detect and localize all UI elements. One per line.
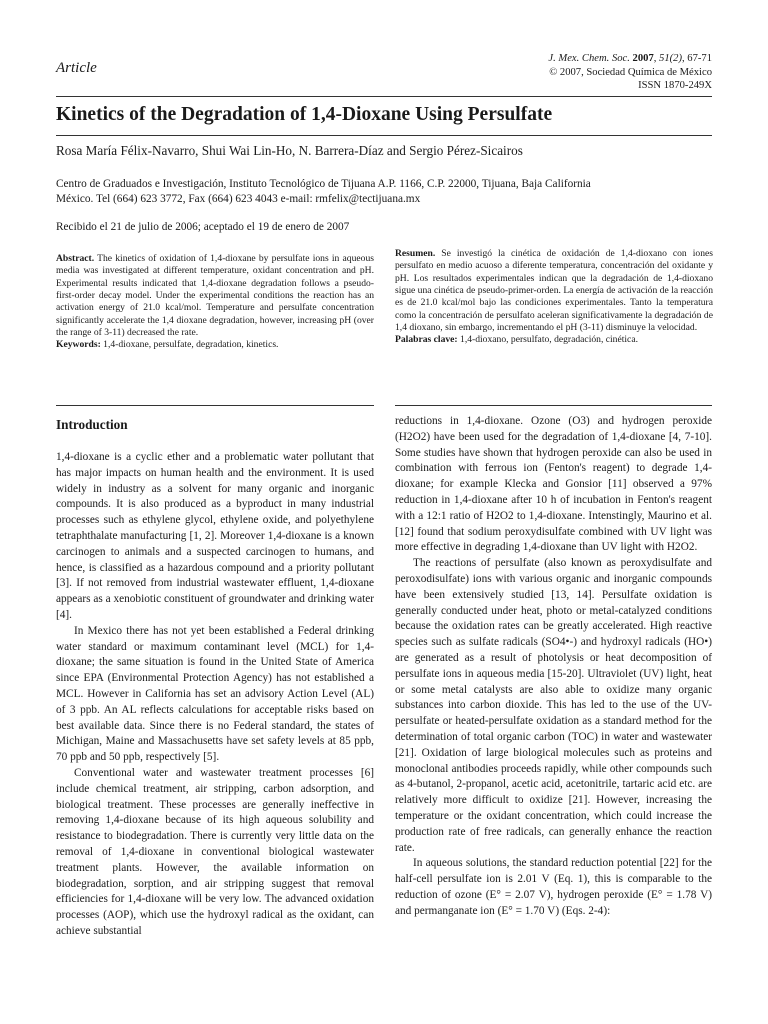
right-paragraph-2: The reactions of persulfate (also known as peroxydisulfate and peroxodisulfate) ions with various organic and inorganic compounds have been extensively studied [13, 14]. Persulfate oxidation is generally conducted under heat, photo or metal-catalyzed conditions because the oxidation rates can be greatly accelerated. High reactive species such as sulfate radicals (SO4•-) and hydroxyl radicals (HO•) are generated as a result of photolysis or heat decomposition of persulfate ions in aqueous media [15-20]. Ultraviolet (UV) light, heat or some metal catalysts are also able to oxidize many organic substances into carbon dioxide. This has led to the use of the UV-persulfate or heated-persulfate oxidation as a standard method for the determination of total organic carbon (TOC) in water and wastewater [21]. Oxidation of large biological molecules such as proteins and monoclonal antibodies proceeds rapidly, while other compounds such as 4-butanol, 2-propanol, acetic acid, acetonitrile, tartaric acid etc. are relatively more difficult to oxidize [21]. However, increasing the temperature or the oxidant concentration, which could increase the production rate of free radicals, can generally enhance the reaction rate. xyxy=(395,557,712,854)
affiliation-line-2: México. Tel (664) 623 3772, Fax (664) 623 4043 e-mail: rmfelix@tectijuana.mx xyxy=(56,193,421,205)
right-paragraph-3: In aqueous solutions, the standard reduction potential [22] for the half-cell persulfate ion is 2.01 V (Eq. 1), this is comparable to the reduction of ozone (E° = 2.07 V), hydrogen peroxide (E° = 1.78 V) and permanganate ion (E° = 1.70 V) (Eqs. 2-4): xyxy=(395,857,712,917)
journal-reference-line: J. Mex. Chem. Soc. 2007, 51(2), 67-71 xyxy=(548,53,712,64)
paper-title: Kinetics of the Degradation of 1,4-Dioxane Using Persulfate xyxy=(56,104,553,125)
right-section-divider xyxy=(395,405,712,406)
abstract-spanish xyxy=(395,248,713,347)
header-divider xyxy=(56,96,712,97)
palabras-clave-text: 1,4-dioxano, persulfato, degradación, cinética. xyxy=(457,334,638,346)
left-section-divider xyxy=(56,405,374,406)
journal-pages: 67-71 xyxy=(687,53,712,64)
affiliation-line-1: Centro de Graduados e Investigación, Instituto Tecnológico de Tijuana A.P. 1166, C.P. 22000, Tijuana, Baja California xyxy=(56,178,591,190)
journal-year: 2007 xyxy=(632,53,654,64)
received-dates: Recibido el 21 de julio de 2006; aceptado el 19 de enero de 2007 xyxy=(56,221,350,233)
intro-paragraph-2: In Mexico there has not yet been established a Federal drinking water standard or maximum contaminant level (MCL) for 1,4-dioxane; the same situation is found in the United State of America since EPA (Environmental Protection Agency) has not established a MCL. However in California has set an advisory Action Level (AL) of 3 ppb. An AL reflects calculations for acceptable risks based on best available data. Since there is no Federal standard, the states of Michigan, Maine and Massachusetts have set safety levels at 85 ppb, 70 ppb and 50 ppb, respectively [5]. xyxy=(56,624,374,764)
abstract-text: The kinetics of oxidation of 1,4-dioxane by persulfate ions in aqueous media was investigated at different temperature, oxidant concentration and pH. Experimental results indicated that 1,4-dioxane degradation follows a pseudo-first-order decay model. Under the experimental conditions the reaction has an activation energy of 21.0 kcal/mol. Temperature and persulfate concentration significantly accelerate the 1,4 dioxane degradation, however, increasing pH (over the range of 3-11) decreased the rate. xyxy=(56,253,374,339)
abstract-english xyxy=(56,253,374,352)
left-body-column xyxy=(56,450,374,940)
article-type-label: Article xyxy=(56,60,97,76)
intro-paragraph-1: 1,4-dioxane is a cyclic ether and a problematic water pollutant that has major impacts on human health and the environment. It is used widely in industry as a solvent for many organic and inorganic compounds. It is also produced as a byproduct in many industrial processes such as ethylene glycol, ethylene oxide, and polyethylene tetraphthalate manufacturing [1, 2]. Moreover 1,4-dioxane is a known carcinogen to animals and a suspected carcinogen to humans, and hence, is classified as a hazardous compound and a priority pollutant [3]. If not removed from industrial wastewater effluent, 1,4-dioxane appears as a xenobiotic constituent of groundwater and drinking water [4]. xyxy=(56,451,374,621)
affiliation xyxy=(56,177,712,207)
issn-line: ISSN 1870-249X xyxy=(638,80,712,91)
author-list: Rosa María Félix-Navarro, Shui Wai Lin-Ho, N. Barrera-Díaz and Sergio Pérez-Sicairos xyxy=(56,143,523,158)
introduction-heading: Introduction xyxy=(56,417,128,432)
abstract-label: Abstract. xyxy=(56,253,95,264)
palabras-clave-label: Palabras clave: xyxy=(395,334,458,346)
resumen-text: Se investigó la cinética de oxidación de 1,4-dioxano con iones persulfato en medio acuoso a diferente temperatura, concentración del oxidante y pH. Los resultados experimentales indican que la degradación de 1,4-dioxano sigue una cinética de pseudo-primer-orden. La energía de activación de la reacción es de 21.0 kcal/mol bajo las condiciones experimentales. Tanto la temperatura como la concentración de persulfato aceleran significativamente la degradación de 1,4 dioxano, sin embargo, incrementando el pH (3-11) disminuye la velocidad. xyxy=(395,248,713,334)
right-paragraph-1: reductions in 1,4-dioxane. Ozone (O3) and hydrogen peroxide (H2O2) have been used for the degradation of 1,4-dioxane [4, 7-10]. Some studies have shown that hydrogen peroxide can also be used in combination with ferrous ion (Fenton's reagent) to degrade 1,4-dioxane; for example Klecka and Gonsior [11] observed a 97% reduction in 1,4-dioxane after 10 h of incubation in Fenton's reagent with a 12:1 ratio of H2O2 to 1,4-dioxane. Intenstingly, Maurino et al. [12] found that sodium peroxydisulfate combined with UV light was more effective in degrading 1,4-dioxane than UV light with H2O2. xyxy=(395,415,712,554)
title-divider xyxy=(56,135,712,136)
journal-citation xyxy=(392,52,712,93)
resumen-label: Resumen. xyxy=(395,248,436,259)
intro-paragraph-3: Conventional water and wastewater treatment processes [6] include chemical treatment, air stripping, carbon adsorption, and biological treatment. These processes are generally ineffective in removing 1,4-dioxane because of its high aqueous solubility and resistance to biodegradation. There is currently very little data on the removal of 1,4-dioxane in conventional biological wastewater treatment plants. However, the available information on biodegradation, sorption, and air stripping suggest that removal efficiencies for 1,4-dioxane will be very low. The advanced oxidation processes (AOP), which use the hydroxyl radical as the oxidant, can achieve substantial xyxy=(56,766,374,937)
right-body-column xyxy=(395,414,712,920)
journal-name: J. Mex. Chem. Soc. xyxy=(548,53,630,64)
copyright-line: © 2007, Sociedad Química de México xyxy=(549,66,712,78)
journal-volume: 51(2) xyxy=(659,53,682,64)
keywords-text: 1,4-dioxane, persulfate, degradation, kinetics. xyxy=(100,339,279,351)
keywords-label: Keywords: xyxy=(56,339,101,351)
